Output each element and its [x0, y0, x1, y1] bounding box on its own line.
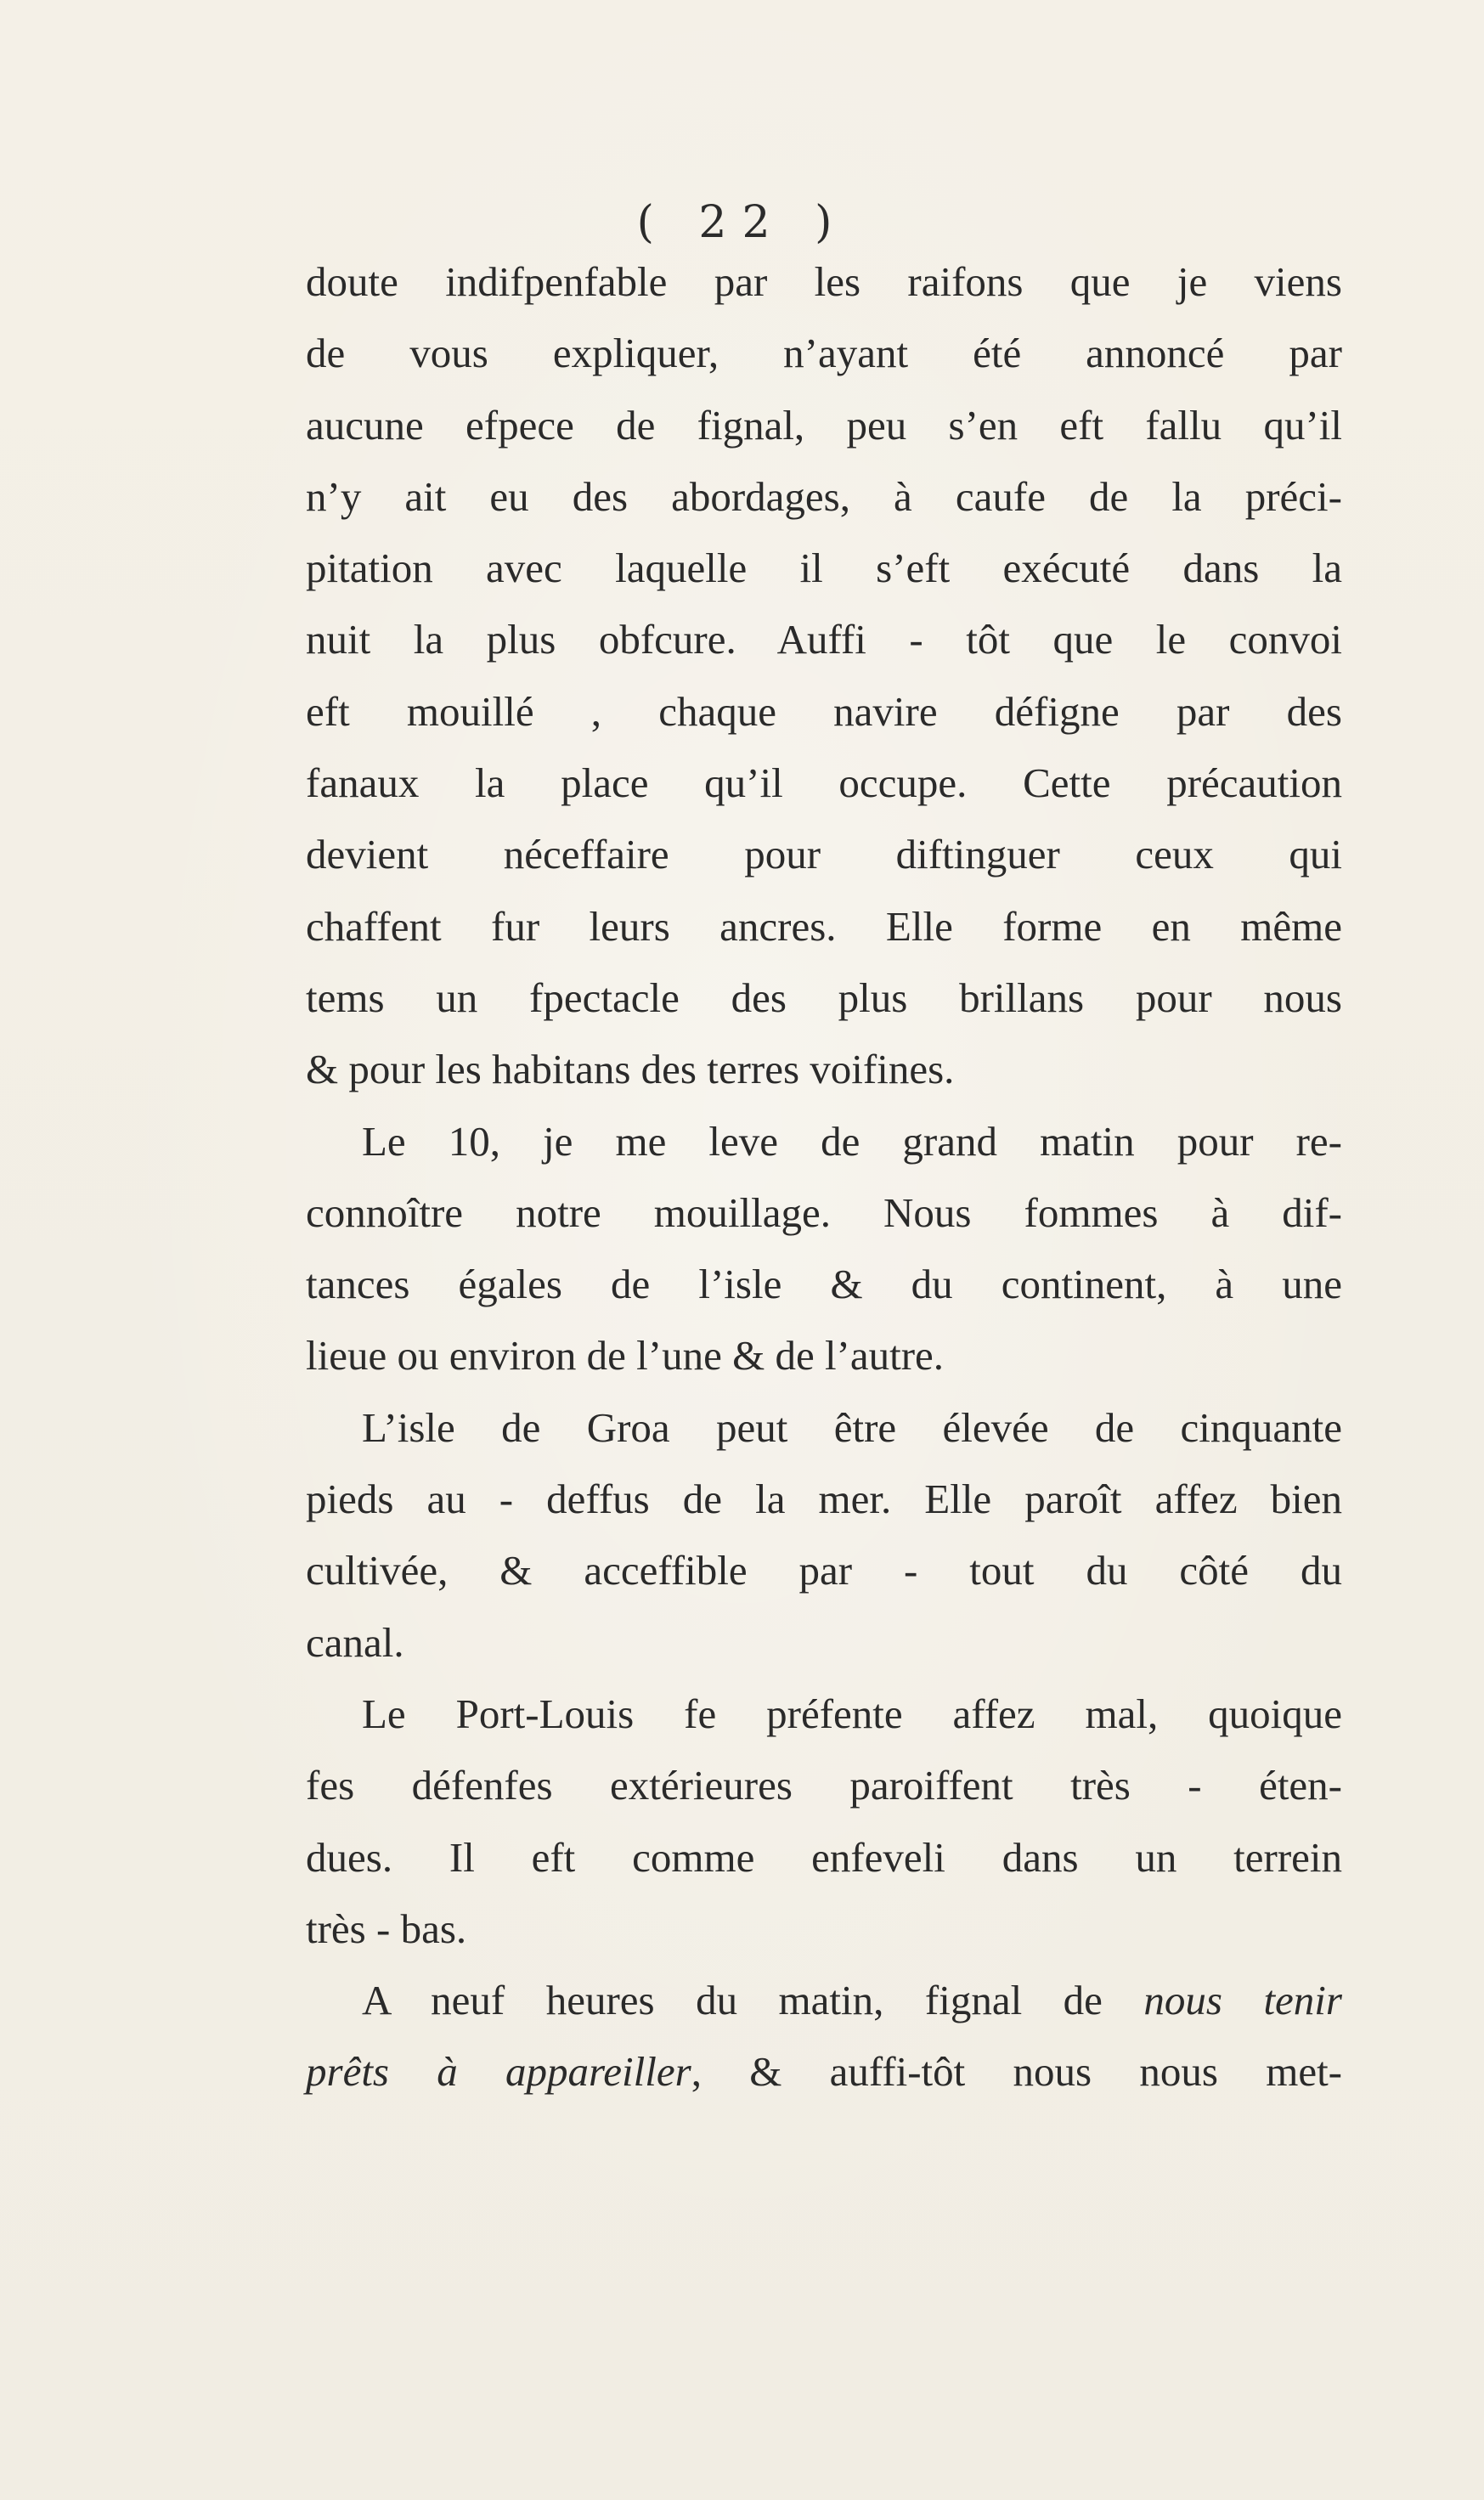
line-text: pieds au - deffus de la mer. Elle paroît affez bien — [306, 1476, 1342, 1523]
text-line — [306, 1893, 1342, 1965]
line-text: Le Port-Louis fe préfente affez mal, quoique — [362, 1690, 1342, 1737]
text-line — [306, 1607, 1342, 1679]
line-text: eft mouillé , chaque navire défigne par des — [306, 687, 1342, 735]
line-text: fes défenfes extérieures paroiffent très - éten- — [306, 1762, 1342, 1809]
text-line — [306, 1034, 1342, 1105]
text-line — [306, 1965, 1342, 2036]
text-line — [306, 962, 1342, 1034]
line-text: A neuf heures du matin, fignal de — [362, 1977, 1144, 2024]
line-text: nuit la plus obfcure. Auffi - tôt que le convoi — [306, 616, 1342, 663]
text-line — [306, 1106, 1342, 1177]
text-lines — [306, 246, 1342, 2108]
line-text: tances égales de l’isle & du continent, à une — [306, 1261, 1342, 1308]
text-line — [306, 1249, 1342, 1320]
text-line — [306, 2036, 1342, 2108]
line-text: lieue ou environ de l’une & de l’autre. — [306, 1332, 945, 1380]
line-text: cultivée, & acceffible par - tout du côté du — [306, 1547, 1342, 1594]
text-line — [306, 1320, 1342, 1391]
line-text: canal. — [306, 1618, 404, 1666]
text-line — [306, 1679, 1342, 1750]
text-line — [306, 819, 1342, 890]
line-text: très - bas. — [306, 1905, 467, 1952]
line-text: Le 10, je me leve de grand matin pour re- — [362, 1117, 1342, 1165]
text-line — [306, 533, 1342, 604]
line-text: , & auffi-tôt nous nous met- — [691, 2048, 1342, 2096]
text-line — [306, 891, 1342, 962]
text-line — [306, 1392, 1342, 1464]
italic-phrase: nous tenir — [1143, 1977, 1342, 2024]
text-line — [306, 1822, 1342, 1893]
line-text: & pour les habitans des terres voifines. — [306, 1046, 955, 1093]
line-text: pitation avec laquelle il s’eft exécuté dans la — [306, 545, 1342, 592]
text-line — [306, 1177, 1342, 1249]
text-line — [306, 246, 1342, 318]
line-text: dues. Il eft comme enfeveli dans un terrein — [306, 1833, 1342, 1881]
line-text: doute indifpenfable par les raifons que je viens — [306, 258, 1342, 305]
line-text: fanaux la place qu’il occupe. Cette précaution — [306, 759, 1342, 807]
page-number-header: ( 22 ) — [636, 197, 848, 248]
text-line — [306, 1535, 1342, 1606]
text-line — [306, 318, 1342, 389]
line-text: aucune efpece de fignal, peu s’en eft fallu qu’il — [306, 401, 1342, 449]
line-text: devient néceffaire pour diftinguer ceux qui — [306, 831, 1342, 878]
text-line — [306, 1750, 1342, 1821]
line-text: connoître notre mouillage. Nous fommes à dif- — [306, 1188, 1342, 1236]
text-line — [306, 748, 1342, 819]
line-text: de vous expliquer, n’ayant été annoncé par — [306, 330, 1342, 377]
text-line — [306, 1464, 1342, 1535]
line-text: L’isle de Groa peut être élevée de cinquante — [362, 1403, 1342, 1451]
body-text — [306, 246, 1342, 2108]
line-text: n’y ait eu des abordages, à caufe de la préci- — [306, 472, 1342, 520]
text-line — [306, 604, 1342, 675]
line-text: tems un fpectacle des plus brillans pour nous — [306, 973, 1342, 1021]
text-line — [306, 676, 1342, 748]
italic-phrase: prêts à appareiller — [306, 2048, 691, 2096]
line-text: chaffent fur leurs ancres. Elle forme en même — [306, 902, 1342, 950]
text-line — [306, 461, 1342, 533]
text-line — [306, 390, 1342, 461]
